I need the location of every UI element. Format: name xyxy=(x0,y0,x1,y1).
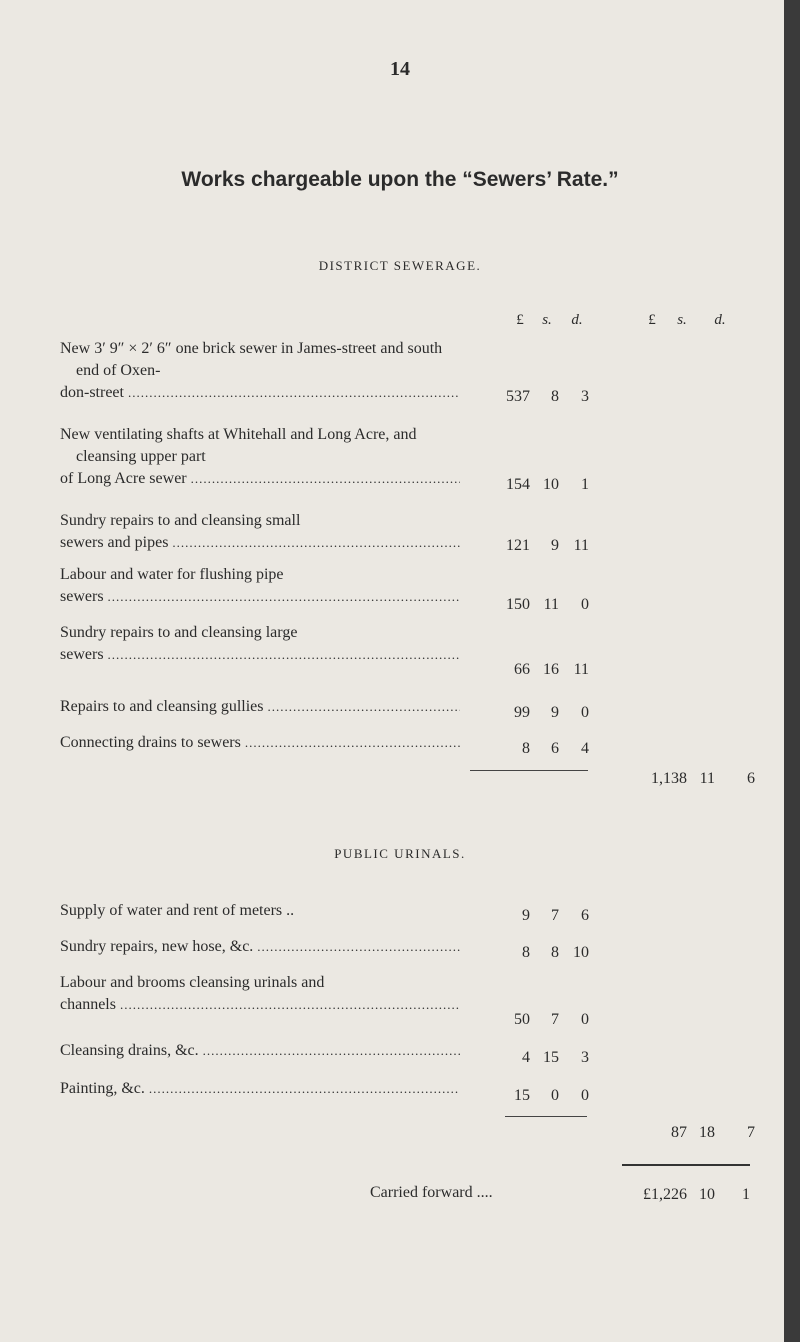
header-shillings: s. xyxy=(677,312,687,328)
total-pence: 6 xyxy=(747,770,755,787)
amount-pounds: 8 xyxy=(522,740,530,757)
amount-shillings: 8 xyxy=(551,388,559,405)
page-edge-shadow xyxy=(784,0,800,1342)
section-total xyxy=(625,770,765,790)
leader-dots xyxy=(244,732,460,754)
amount-pounds: 15 xyxy=(514,1087,530,1104)
item-description-end: sewers xyxy=(60,646,104,663)
amount-pence: 4 xyxy=(581,740,589,757)
total-shillings: 11 xyxy=(699,770,715,787)
item-description-end: channels xyxy=(60,996,116,1013)
amount-shillings: 16 xyxy=(543,661,559,678)
total-pounds: 1,138 xyxy=(651,770,687,787)
amount-pounds: 537 xyxy=(506,388,530,405)
list-item xyxy=(60,1078,460,1100)
header-pence: d. xyxy=(571,312,583,328)
amount-shillings: 0 xyxy=(551,1087,559,1104)
amount-pence: 0 xyxy=(581,1087,589,1104)
amount-shillings: 8 xyxy=(551,944,559,961)
amount-pounds: 66 xyxy=(514,661,530,678)
list-item xyxy=(60,622,460,666)
total-pounds: 87 xyxy=(671,1124,687,1141)
total-shillings: 18 xyxy=(699,1124,715,1141)
total-rule xyxy=(622,1164,750,1166)
list-item xyxy=(60,338,460,404)
list-item xyxy=(60,1040,460,1062)
carried-forward-amount xyxy=(600,1186,760,1206)
amount-pounds: 99 xyxy=(514,704,530,721)
amount-pence: 0 xyxy=(581,1011,589,1028)
item-description-end: of Long Acre sewer xyxy=(60,470,187,487)
item-description: Repairs to and cleansing gullies xyxy=(60,698,264,715)
amount-shillings: 7 xyxy=(551,907,559,924)
leader-dots xyxy=(107,644,460,666)
list-item xyxy=(60,510,460,554)
item-description: New ventilating shafts at Whitehall and Long Acre, and cleansing upper part xyxy=(60,426,417,465)
amount-shillings: 6 xyxy=(551,740,559,757)
item-description: Supply of water and rent of meters .. xyxy=(60,902,295,919)
list-item xyxy=(60,936,460,958)
amount-pounds: 8 xyxy=(522,944,530,961)
carried-pounds: £1,226 xyxy=(643,1186,687,1203)
amount-pounds: 4 xyxy=(522,1049,530,1066)
amount-pence: 1 xyxy=(581,476,589,493)
item-description-end: don-street xyxy=(60,384,124,401)
subtotal-rule xyxy=(505,1116,587,1117)
amount-shillings: 7 xyxy=(551,1011,559,1028)
carried-pence: 1 xyxy=(742,1186,750,1203)
item-description: Labour and brooms cleansing urinals and xyxy=(60,974,325,991)
section-heading-public-urinals: PUBLIC URINALS. xyxy=(334,846,466,861)
item-description: New 3′ 9″ × 2′ 6″ one brick sewer in James-street and south end of Oxen- xyxy=(60,340,443,379)
amount-pounds: 50 xyxy=(514,1011,530,1028)
item-description: Sundry repairs, new hose, &c. xyxy=(60,938,254,955)
amount-pounds: 121 xyxy=(506,537,530,554)
leader-dots xyxy=(127,382,460,404)
amount-pence: 0 xyxy=(581,704,589,721)
leader-dots xyxy=(190,468,460,490)
amount-pounds: 9 xyxy=(522,907,530,924)
header-shillings: s. xyxy=(542,312,552,328)
carried-forward-label: Carried forward .... xyxy=(370,1184,493,1201)
leader-dots xyxy=(256,936,460,958)
amount-pence: 10 xyxy=(573,944,589,961)
list-item xyxy=(60,972,460,1016)
page-number: 14 xyxy=(390,58,410,80)
amount-shillings: 9 xyxy=(551,537,559,554)
item-description: Painting, &c. xyxy=(60,1080,145,1097)
leader-dots xyxy=(148,1078,460,1100)
carried-shillings: 10 xyxy=(699,1186,715,1203)
item-description: Sundry repairs to and cleansing small xyxy=(60,512,301,529)
amount-pence: 3 xyxy=(581,1049,589,1066)
amount-pounds: 154 xyxy=(506,476,530,493)
amount-pounds: 150 xyxy=(506,596,530,613)
list-item xyxy=(60,732,460,754)
amount-shillings: 11 xyxy=(543,596,559,613)
amount-pence: 3 xyxy=(581,388,589,405)
list-item xyxy=(60,424,460,490)
section-total xyxy=(625,1124,765,1144)
page-title: Works chargeable upon the “Sewers’ Rate.” xyxy=(181,168,619,191)
item-description: Cleansing drains, &c. xyxy=(60,1042,199,1059)
subtotal-rule xyxy=(470,770,588,771)
amount-pence: 0 xyxy=(581,596,589,613)
section-heading-district-sewerage: DISTRICT SEWERAGE. xyxy=(318,258,482,273)
amount-shillings: 9 xyxy=(551,704,559,721)
leader-dots xyxy=(202,1040,460,1062)
total-pence: 7 xyxy=(747,1124,755,1141)
amount-shillings: 15 xyxy=(543,1049,559,1066)
leader-dots xyxy=(119,994,460,1016)
list-item xyxy=(60,900,460,922)
list-item xyxy=(60,696,460,718)
item-description: Labour and water for flushing pipe xyxy=(60,566,284,583)
leader-dots xyxy=(107,586,460,608)
list-item xyxy=(60,564,460,608)
leader-dots xyxy=(171,532,460,554)
item-description: Sundry repairs to and cleansing large xyxy=(60,624,298,641)
header-pence: d. xyxy=(714,312,726,328)
amount-shillings: 10 xyxy=(543,476,559,493)
header-pounds: £ xyxy=(516,312,524,328)
item-description: Connecting drains to sewers xyxy=(60,734,241,751)
item-description-end: sewers xyxy=(60,588,104,605)
leader-dots xyxy=(267,696,460,718)
amount-pence: 11 xyxy=(573,661,589,678)
amount-pence: 6 xyxy=(581,907,589,924)
header-pounds: £ xyxy=(648,312,656,328)
item-description-end: sewers and pipes xyxy=(60,534,169,551)
amount-pence: 11 xyxy=(573,537,589,554)
